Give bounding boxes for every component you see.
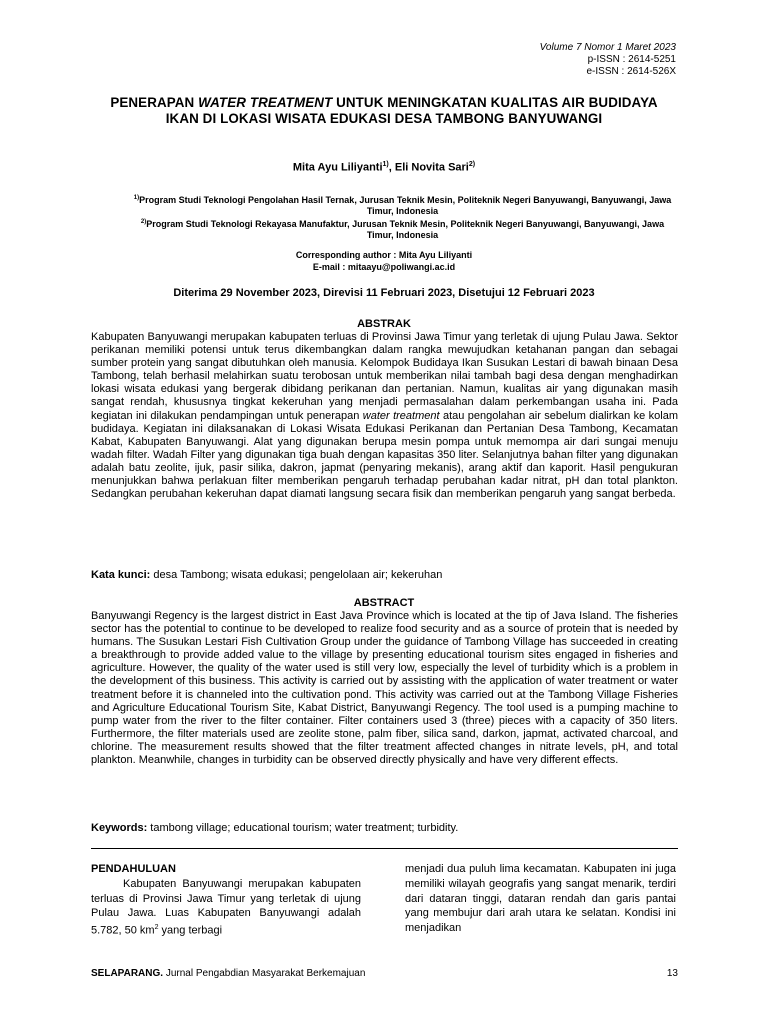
author-1: Mita Ayu Liliyanti	[292, 161, 383, 174]
affiliation-2-marker: 2)	[140, 219, 147, 225]
section-divider	[91, 848, 678, 849]
title-suffix: UNTUK MENINGKATAN KUALITAS AIR BUDIDAYA IKAN DI LOKASI WISATA EDUKASI DESA TAMBONG BANYUWANGI	[165, 95, 658, 126]
volume-info: Volume 7 Nomor 1 Maret 2023	[539, 42, 676, 53]
issue-metadata	[540, 42, 676, 78]
abstrak-heading: ABSTRAK	[357, 318, 411, 330]
kata-kunci-label: Kata kunci:	[91, 569, 151, 581]
journal-name	[91, 968, 365, 979]
intro-left-tail: yang terbagi	[158, 924, 223, 937]
author-2: Eli Novita Sari	[394, 161, 469, 174]
page-number: 13	[666, 968, 678, 979]
corresponding-email: E-mail : mitaayu@poliwangi.ac.id	[312, 261, 456, 272]
print-issn: p-ISSN : 2614-5251	[587, 54, 676, 65]
kata-kunci	[91, 569, 678, 581]
abstrak-text-1: Kabupaten Banyuwangi merupakan kabupaten terluas di Provinsi Jawa Timur yang terletak di ujung Pulau Jawa. Sektor perikanan memiliki potensi untuk terus dikembangkan dalam rangka mewujudkan ketahanan pangan dan sebagai sumber protein yang sangat dibutuhkan oleh manusia. Kelompok Budidaya Ikan Susukan Lestari di bawah binaan Desa Tambong, telah berhasil melahirkan suatu terobosan untuk memberikan nilai tambah bagi desa dengan menghadirkan lokasi wisata edukasi yang bergerak dibidang perikanan dan pertanian. Namun, kualitas air yang digunakan masih sangat rendah, khususnya tingkat kekeruhan yang menjadi permasalahan dalam perkembangan usaha ini. Pada kegiatan ini dilakukan pendampingan untuk penerapan	[91, 331, 678, 422]
abstrak-italic-term: water treatment	[362, 409, 440, 422]
abstract-body: Banyuwangi Regency is the largest district in East Java Province which is located at the tip of Java Island. The fisheries sector has the potential to continue to be developed to realize food security and as a source of protein that is needed by humans. The Susukan Lestari Fish Cultivation Group under the guidance of Tambong Village has succeeded in creating a breakthrough to provide added value to the village by presenting educational tourism sites engaged in fisheries and agriculture. However, the quality of the water used is still very low, especially the level of turbidity which is a problem in the development of this business. This activity is carried out by assisting with the application of water treatment or water treatment before it is channeled into the cultivation pond. This activity was carried out at the Tambong Village Fisheries and Agriculture Educational Tourism Site, Kabat District, Banyuwangi Regency. The tool used is a pumping machine to pump water from the river to the filter container. Filter containers used 3 (three) pieces with a capacity of 350 liters. Furthermore, the filter materials used are zeolite stone, palm fiber, silica sand, darkon, japmat, activated charcoal, and chlorine. The measurement results showed that the filter treatment affected changes in nitrate levels, pH, and total plankton. Meanwhile, changes in turbidity can be observed directly physically and have very different effects.	[91, 610, 678, 767]
affiliation-2-text: Program Studi Teknologi Rekayasa Manufaktur, Jurusan Teknik Mesin, Politeknik Negeri Banyuwangi, Banyuwangi, Jawa Timur, Indonesia	[146, 219, 665, 240]
abstrak-body	[91, 331, 678, 501]
intro-superscript: 2	[154, 924, 159, 932]
affiliation-2	[130, 217, 675, 241]
keywords-label: Keywords:	[91, 822, 148, 834]
author-1-marker: 1)	[382, 161, 389, 168]
affiliation-1	[130, 193, 675, 217]
intro-left-text: Kabupaten Banyuwangi merupakan kabupaten terluas di Provinsi Jawa Timur yang terletak di ujung Pulau Jawa. Luas Kabupaten Banyuwangi adalah 5.782, 50 km	[91, 877, 361, 937]
affiliations	[130, 193, 675, 241]
title-italic: WATER TREATMENT	[198, 95, 333, 110]
title-prefix: PENERAPAN	[110, 95, 199, 110]
intro-left-column	[91, 862, 361, 939]
page-footer	[91, 968, 678, 979]
abstrak-text-2: atau pengolahan air sebelum dialirkan ke kolam budidaya. Kegiatan ini dilaksanakan di Lokasi Wisata Edukasi Perikanan dan Pertanian Desa Tambong, Kecamatan Kabat, Kabupaten Banyuwangi. Alat yang digunakan berupa mesin pompa untuk memompa air dari sungai menuju wadah filter. Wadah Filter yang digunakan tiga buah dengan kapasitas 350 liter. Selanjutnya bahan filter yang digunakan adalah batu zeolite, ijuk, pasir silika, dakron, japmat (penyaring mekanis), arang aktif dan kaporit. Hasil pengukuran menunjukkan bahwa perlakuan filter memberikan pengaruh terhadap perubahan kadar nitrat, pH dan total plankton. Sedangkan perubahan kekeruhan dapat diamati langsung secara fisik dan memberikan pengaruh yang sangat berbeda.	[91, 409, 678, 501]
author-2-marker: 2)	[468, 161, 476, 168]
intro-paragraph-right: menjadi dua puluh lima kecamatan. Kabupaten ini juga memiliki wilayah geografis yang sangat menarik, terdiri dari dataran tinggi, dataran rendah dan garis pantai yang membujur dari arah utara ke selatan. Kondisi ini menjadikan	[405, 863, 676, 935]
kata-kunci-text: desa Tambong; wisata edukasi; pengelolaan air; kekeruhan	[150, 569, 443, 581]
affiliation-1-text: Program Studi Teknologi Pengolahan Hasil Ternak, Jurusan Teknik Mesin, Politeknik Negeri Banyuwangi, Banyuwangi, Jawa Timur, Indonesia	[139, 195, 672, 216]
corresponding-info	[95, 250, 673, 273]
author-list	[95, 161, 673, 174]
corresponding-author: Corresponding author : Mita Ayu Liliyanti	[295, 250, 473, 260]
keywords	[91, 822, 678, 834]
intro-heading: PENDAHULUAN	[91, 863, 176, 875]
abstract-heading: ABSTRACT	[353, 597, 415, 609]
affiliation-1-marker: 1)	[133, 195, 140, 201]
intro-right-column	[405, 862, 676, 936]
keywords-text: tambong village; educational tourism; water treatment; turbidity.	[147, 822, 459, 834]
journal-name-rest: Jurnal Pengabdian Masyarakat Berkemajuan	[163, 968, 366, 979]
intro-paragraph-left	[91, 877, 361, 939]
electronic-issn: e-ISSN : 2614-526X	[586, 66, 676, 77]
journal-name-bold: SELAPARANG.	[91, 968, 164, 979]
author-separator: ,	[388, 161, 395, 174]
paper-title	[95, 95, 673, 127]
submission-dates: Diterima 29 November 2023, Direvisi 11 Februari 2023, Disetujui 12 Februari 2023	[173, 287, 595, 299]
